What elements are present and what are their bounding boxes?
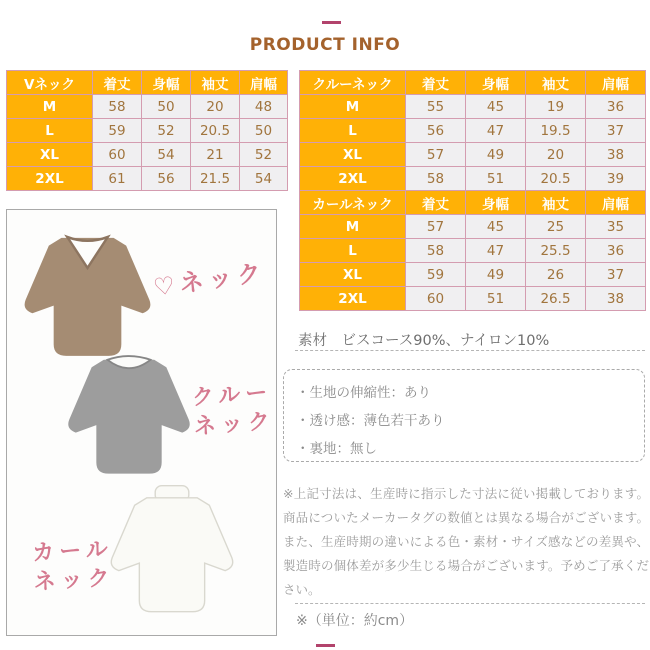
table-row	[300, 119, 646, 143]
measurement-value: 55	[406, 95, 466, 119]
bottom-accent-dash	[316, 644, 335, 647]
column-header: 肩幅	[586, 191, 646, 215]
table-row	[300, 143, 646, 167]
size-label: XL	[7, 143, 93, 167]
column-header: 身幅	[466, 191, 526, 215]
table-row	[300, 215, 646, 239]
vneck-handwritten-label: ♡ネック	[151, 258, 268, 302]
measurement-value: 52	[142, 119, 191, 143]
material-divider	[295, 350, 645, 351]
top-accent-dash	[322, 21, 341, 24]
measurement-value: 25	[526, 215, 586, 239]
measurement-value: 60	[406, 287, 466, 311]
feature-sheerness: ・透け感：薄色若干あり	[296, 413, 445, 429]
measurement-value: 51	[466, 287, 526, 311]
column-header: 袖丈	[526, 191, 586, 215]
table-row	[7, 95, 288, 119]
measurement-value: 38	[586, 287, 646, 311]
table-row	[300, 263, 646, 287]
measurement-value: 49	[466, 263, 526, 287]
column-header: 肩幅	[240, 71, 288, 95]
column-header: 着丈	[406, 191, 466, 215]
column-header: 袖丈	[526, 71, 586, 95]
page-title: PRODUCT INFO	[249, 35, 401, 55]
measurement-value: 47	[466, 119, 526, 143]
size-label: XL	[300, 143, 406, 167]
curlneck-sweater-image	[102, 476, 242, 626]
measurement-value: 38	[586, 143, 646, 167]
column-header: 袖丈	[191, 71, 240, 95]
measurement-value: 21	[191, 143, 240, 167]
table-row	[300, 167, 646, 191]
measurement-value: 60	[93, 143, 142, 167]
feature-lining: ・裏地：無し	[296, 441, 377, 457]
measurement-value: 25.5	[526, 239, 586, 263]
size-label: L	[300, 119, 406, 143]
measurement-value: 61	[93, 167, 142, 191]
size-label: XL	[300, 263, 406, 287]
curl-neck-table	[299, 190, 646, 311]
size-label: L	[300, 239, 406, 263]
table-row	[7, 143, 288, 167]
measurement-value: 36	[586, 239, 646, 263]
crewneck-size-table	[299, 70, 646, 191]
measurement-value: 58	[406, 167, 466, 191]
measurement-value: 19	[526, 95, 586, 119]
measurement-value: 58	[93, 95, 142, 119]
crew-neck-table	[299, 70, 646, 191]
measurement-value: 52	[240, 143, 288, 167]
measurement-value: 54	[142, 143, 191, 167]
measurement-value: 26	[526, 263, 586, 287]
measurement-value: 19.5	[526, 119, 586, 143]
measurement-value: 20	[526, 143, 586, 167]
table-row	[7, 119, 288, 143]
material-info: 素材 ビスコース90%、ナイロン10%	[298, 333, 550, 349]
measurement-value: 21.5	[191, 167, 240, 191]
column-header: 着丈	[93, 71, 142, 95]
size-label: M	[7, 95, 93, 119]
size-label: 2XL	[300, 287, 406, 311]
table-row	[300, 239, 646, 263]
measurement-value: 57	[406, 143, 466, 167]
measurement-value: 39	[586, 167, 646, 191]
size-label: M	[300, 95, 406, 119]
measurement-value: 45	[466, 215, 526, 239]
bottom-divider	[295, 603, 645, 604]
measurement-value: 50	[240, 119, 288, 143]
measurement-value: 37	[586, 263, 646, 287]
measurement-value: 49	[466, 143, 526, 167]
measurement-value: 51	[466, 167, 526, 191]
v-neck-table	[6, 70, 288, 191]
size-label: L	[7, 119, 93, 143]
measurement-value: 20.5	[191, 119, 240, 143]
crew-neck-title-cell: クルーネック	[300, 71, 406, 95]
curl-neck-title-cell: カールネック	[300, 191, 406, 215]
curlneck-size-table	[299, 190, 646, 311]
measurement-value: 35	[586, 215, 646, 239]
vneck-size-table	[6, 70, 288, 191]
product-photo	[6, 209, 277, 636]
measurement-value: 58	[406, 239, 466, 263]
measurement-value: 37	[586, 119, 646, 143]
column-header: 身幅	[142, 71, 191, 95]
measurement-value: 47	[466, 239, 526, 263]
measurement-value: 26.5	[526, 287, 586, 311]
crewneck-sweater-image	[59, 338, 199, 488]
column-header: 肩幅	[586, 71, 646, 95]
size-label: 2XL	[300, 167, 406, 191]
v-neck-title-cell: Vネック	[7, 71, 93, 95]
measurement-value: 20	[191, 95, 240, 119]
measurement-value: 45	[466, 95, 526, 119]
size-notice: ※上記寸法は、生産時に指示した寸法に従い掲載しております。商品についたメーカータグの数値とは異なる場合がございます。また、生産時期の違いによる色・素材・サイズ感などの差異や、製造時の個体差が多少生じる場合がございます。予めご了承ください。	[283, 486, 649, 597]
unit-note: ※（単位：約cm）	[296, 613, 414, 629]
measurement-value: 36	[586, 95, 646, 119]
crewneck-handwritten-label: クルー ネック	[191, 380, 276, 440]
size-label: 2XL	[7, 167, 93, 191]
curlneck-handwritten-label: カール ネック	[31, 536, 116, 595]
table-row	[300, 95, 646, 119]
measurement-value: 50	[142, 95, 191, 119]
table-row	[300, 287, 646, 311]
measurement-value: 57	[406, 215, 466, 239]
measurement-value: 56	[142, 167, 191, 191]
measurement-value: 59	[406, 263, 466, 287]
table-row	[7, 167, 288, 191]
column-header: 身幅	[466, 71, 526, 95]
measurement-value: 59	[93, 119, 142, 143]
size-label: M	[300, 215, 406, 239]
measurement-value: 20.5	[526, 167, 586, 191]
measurement-value: 56	[406, 119, 466, 143]
measurement-value: 54	[240, 167, 288, 191]
features-box	[283, 369, 645, 462]
column-header: 着丈	[406, 71, 466, 95]
measurement-value: 48	[240, 95, 288, 119]
feature-stretch: ・生地の伸縮性：あり	[296, 385, 431, 401]
